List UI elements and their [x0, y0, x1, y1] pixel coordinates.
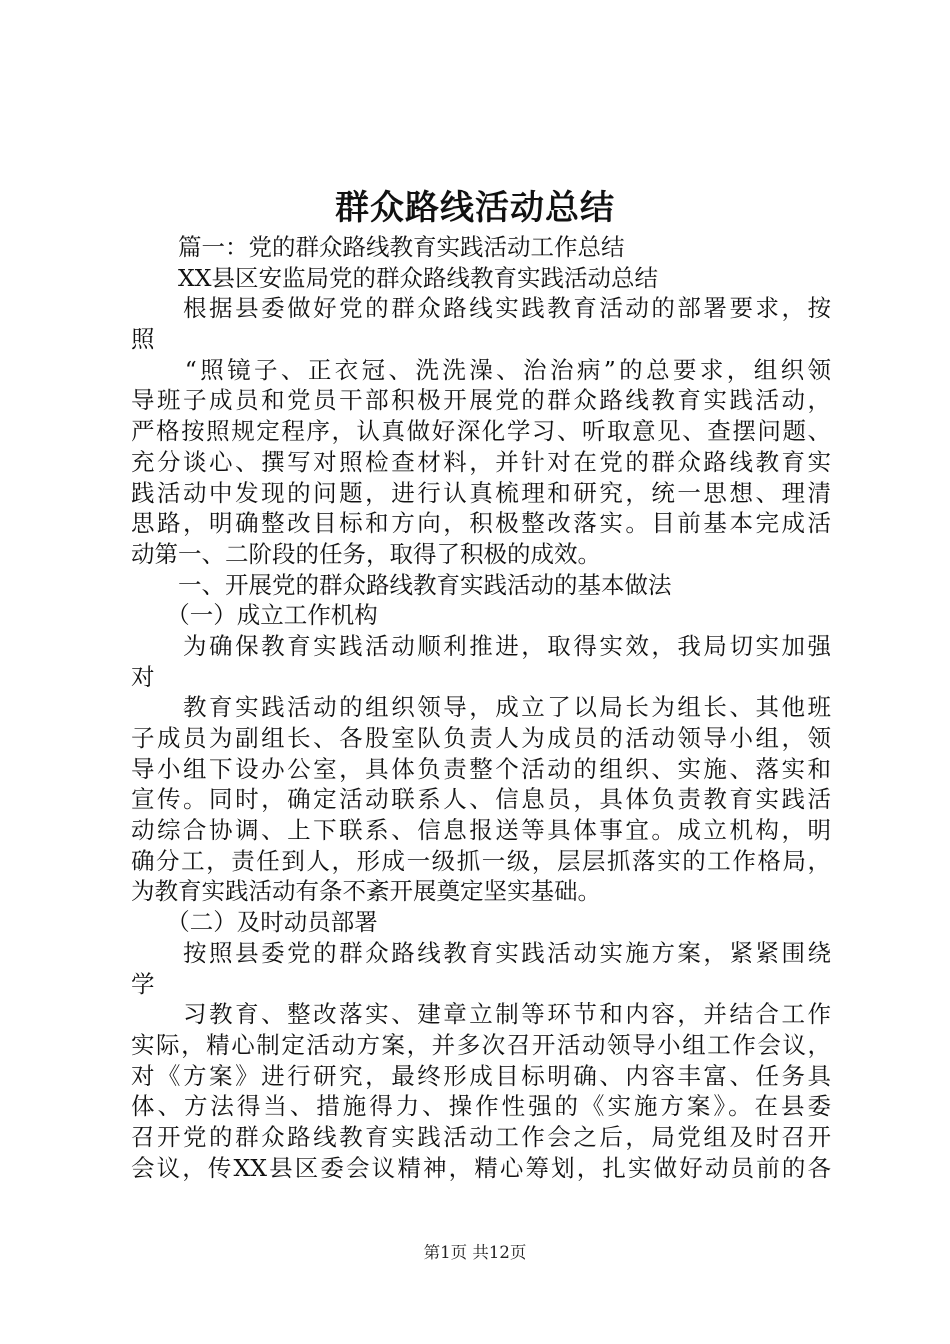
body-line: 对《方案》进行研究，最终形成目标明确、内容丰富、任务具	[131, 1061, 831, 1090]
body-line: 为教育实践活动有条不紊开展奠定坚实基础。	[131, 877, 601, 906]
body-line: 严格按照规定程序，认真做好深化学习、听取意见、查摆问题、	[131, 417, 831, 446]
body-line: 召开党的群众路线教育实践活动工作会之后，局党组及时召开	[131, 1122, 831, 1151]
body-line: 宣传。同时，确定活动联系人、信息员，具体负责教育实践活	[131, 785, 831, 814]
body-line: 动第一、二阶段的任务，取得了积极的成效。	[131, 539, 601, 568]
body-line: 按照县委党的群众路线教育实践活动实施方案，紧紧围绕	[131, 938, 831, 967]
body-line: 导班子成员和党员干部积极开展党的群众路线教育实践活动，	[131, 386, 831, 415]
body-line: 教育实践活动的组织领导，成立了以局长为组长、其他班	[131, 693, 831, 722]
body-line: 根据县委做好党的群众路线实践教育活动的部署要求，按	[131, 294, 831, 323]
body-line: 体、方法得当、措施得力、操作性强的《实施方案》。在县委	[131, 1092, 831, 1121]
document-body	[131, 232, 831, 1183]
body-line: 照	[131, 325, 155, 354]
body-line: 对	[131, 662, 155, 691]
body-line: 动综合协调、上下联系、信息报送等具体事宜。成立机构，明	[131, 816, 831, 845]
body-line: 一、开展党的群众路线教育实践活动的基本做法	[131, 570, 672, 599]
body-line: 确分工，责任到人，形成一级抓一级，层层抓落实的工作格局，	[131, 846, 831, 875]
body-line: 导小组下设办公室，具体负责整个活动的组织、实施、落实和	[131, 754, 831, 783]
body-line: 篇一：党的群众路线教育实践活动工作总结	[131, 233, 625, 261]
body-line: 习教育、整改落实、建章立制等环节和内容，并结合工作	[131, 1000, 831, 1029]
body-line: 践活动中发现的问题，进行认真梳理和研究，统一思想、理清	[131, 478, 831, 507]
body-line: “照镜子、正衣冠、洗洗澡、治治病”的总要求，组织领	[131, 355, 831, 384]
body-line: 子成员为副组长、各股室队负责人为成员的活动领导小组，领	[131, 724, 831, 752]
body-line: 学	[131, 969, 155, 998]
body-line: （二）及时动员部署	[131, 908, 378, 937]
body-line: 会议，传XX县区委会议精神，精心筹划，扎实做好动员前的各	[131, 1153, 831, 1182]
body-line: 实际，精心制定活动方案，并多次召开活动领导小组工作会议，	[131, 1030, 831, 1059]
body-line: 充分谈心、撰写对照检查材料，并针对在党的群众路线教育实	[131, 447, 831, 476]
body-line: 为确保教育实践活动顺利推进，取得实效，我局切实加强	[131, 631, 831, 660]
body-line: 思路，明确整改目标和方向，积极整改落实。目前基本完成活	[131, 509, 831, 538]
body-line: （一）成立工作机构	[131, 601, 378, 630]
document-title: 群众路线活动总结	[335, 188, 615, 228]
body-line: XX县区安监局党的群众路线教育实践活动总结	[131, 263, 658, 292]
page-footer: 第1页 共12页	[423, 1243, 527, 1262]
